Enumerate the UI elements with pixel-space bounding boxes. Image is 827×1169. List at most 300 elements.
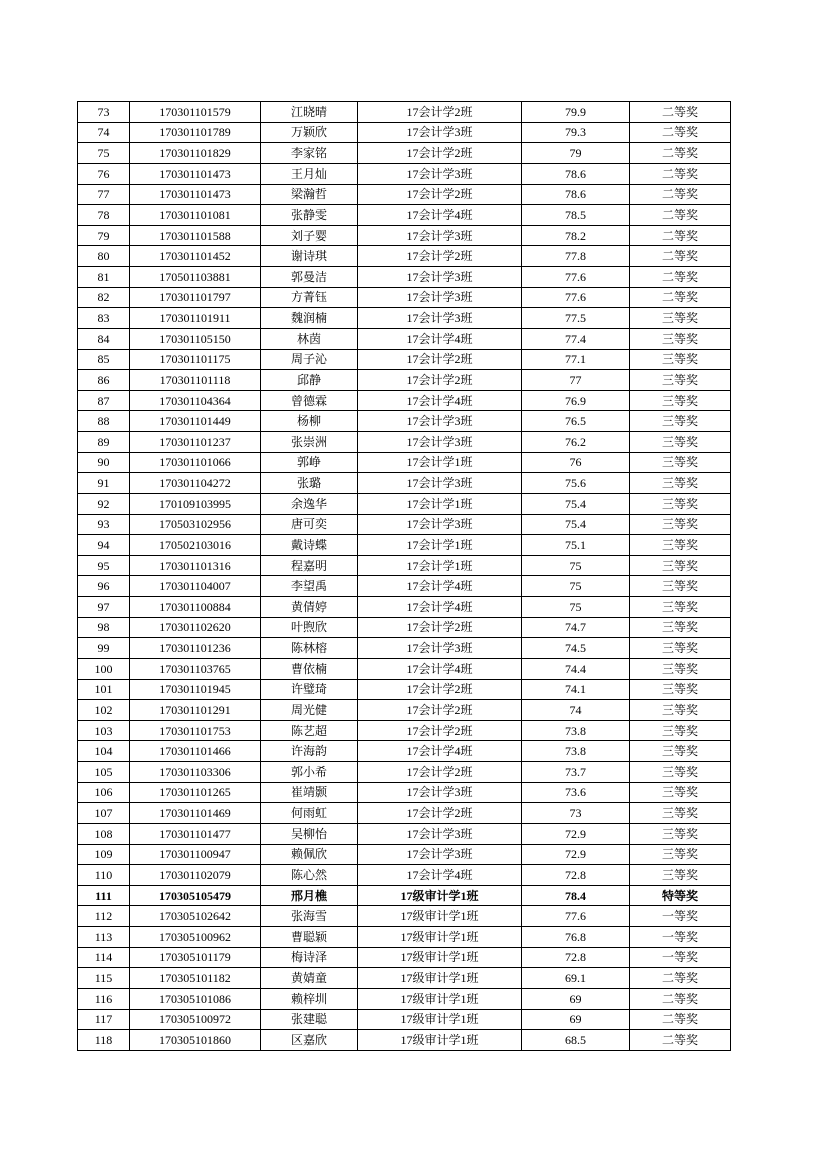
table-row — [78, 473, 731, 494]
student-name-cell: 张崇洲 — [261, 432, 358, 453]
award-cell: 三等奖 — [630, 452, 731, 473]
award-cell: 特等奖 — [630, 885, 731, 906]
class-name-cell: 17会计学2班 — [358, 102, 522, 123]
row-number-cell: 89 — [78, 432, 130, 453]
table-row — [78, 411, 731, 432]
award-cell: 三等奖 — [630, 679, 731, 700]
student-name-cell: 张璐 — [261, 473, 358, 494]
student-name-cell: 叶煦欣 — [261, 617, 358, 638]
score-cell: 68.5 — [522, 1030, 630, 1051]
student-id-cell: 170301102079 — [130, 865, 261, 886]
row-number-cell: 111 — [78, 885, 130, 906]
score-cell: 72.9 — [522, 844, 630, 865]
score-cell: 75 — [522, 597, 630, 618]
student-id-cell: 170301101797 — [130, 287, 261, 308]
award-cell: 三等奖 — [630, 617, 731, 638]
student-name-cell: 周光健 — [261, 700, 358, 721]
award-cell: 三等奖 — [630, 308, 731, 329]
class-name-cell: 17会计学2班 — [358, 246, 522, 267]
score-cell: 77.4 — [522, 328, 630, 349]
score-cell: 77.1 — [522, 349, 630, 370]
student-id-cell: 170301101579 — [130, 102, 261, 123]
student-id-cell: 170502103016 — [130, 535, 261, 556]
score-cell: 73 — [522, 803, 630, 824]
score-cell: 75.6 — [522, 473, 630, 494]
class-name-cell: 17会计学3班 — [358, 432, 522, 453]
table-row — [78, 803, 731, 824]
score-cell: 79.3 — [522, 122, 630, 143]
table-row — [78, 225, 731, 246]
table-row — [78, 184, 731, 205]
class-name-cell: 17会计学3班 — [358, 638, 522, 659]
row-number-cell: 97 — [78, 597, 130, 618]
table-row — [78, 390, 731, 411]
row-number-cell: 76 — [78, 163, 130, 184]
table-row — [78, 617, 731, 638]
class-name-cell: 17会计学1班 — [358, 535, 522, 556]
student-name-cell: 赖佩欣 — [261, 844, 358, 865]
row-number-cell: 105 — [78, 762, 130, 783]
score-cell: 73.8 — [522, 741, 630, 762]
award-cell: 三等奖 — [630, 370, 731, 391]
row-number-cell: 114 — [78, 947, 130, 968]
table-row — [78, 555, 731, 576]
score-cell: 77 — [522, 370, 630, 391]
class-name-cell: 17级审计学1班 — [358, 947, 522, 968]
row-number-cell: 74 — [78, 122, 130, 143]
award-cell: 三等奖 — [630, 576, 731, 597]
student-name-cell: 梅诗泽 — [261, 947, 358, 968]
student-name-cell: 周子沁 — [261, 349, 358, 370]
award-table-body — [78, 102, 731, 1051]
class-name-cell: 17级审计学1班 — [358, 1009, 522, 1030]
row-number-cell: 81 — [78, 267, 130, 288]
award-cell: 三等奖 — [630, 700, 731, 721]
row-number-cell: 77 — [78, 184, 130, 205]
award-cell: 三等奖 — [630, 493, 731, 514]
class-name-cell: 17会计学4班 — [358, 658, 522, 679]
student-name-cell: 李家铭 — [261, 143, 358, 164]
class-name-cell: 17级审计学1班 — [358, 906, 522, 927]
score-cell: 74 — [522, 700, 630, 721]
award-cell: 三等奖 — [630, 741, 731, 762]
student-id-cell: 170301101316 — [130, 555, 261, 576]
score-cell: 69 — [522, 988, 630, 1009]
table-row — [78, 782, 731, 803]
class-name-cell: 17会计学3班 — [358, 411, 522, 432]
row-number-cell: 109 — [78, 844, 130, 865]
class-name-cell: 17级审计学1班 — [358, 988, 522, 1009]
student-name-cell: 郭曼洁 — [261, 267, 358, 288]
class-name-cell: 17会计学3班 — [358, 782, 522, 803]
award-cell: 三等奖 — [630, 844, 731, 865]
score-cell: 73.7 — [522, 762, 630, 783]
student-id-cell: 170305100972 — [130, 1009, 261, 1030]
award-cell: 二等奖 — [630, 1009, 731, 1030]
student-id-cell: 170301101829 — [130, 143, 261, 164]
student-id-cell: 170301101237 — [130, 432, 261, 453]
class-name-cell: 17会计学2班 — [358, 349, 522, 370]
student-id-cell: 170301101588 — [130, 225, 261, 246]
table-row — [78, 720, 731, 741]
student-id-cell: 170109103995 — [130, 493, 261, 514]
table-row — [78, 988, 731, 1009]
student-name-cell: 郭小希 — [261, 762, 358, 783]
row-number-cell: 103 — [78, 720, 130, 741]
student-id-cell: 170301101473 — [130, 184, 261, 205]
score-cell: 78.5 — [522, 205, 630, 226]
score-cell: 78.2 — [522, 225, 630, 246]
class-name-cell: 17会计学2班 — [358, 700, 522, 721]
student-id-cell: 170301102620 — [130, 617, 261, 638]
row-number-cell: 91 — [78, 473, 130, 494]
student-name-cell: 许璧琦 — [261, 679, 358, 700]
student-name-cell: 张静雯 — [261, 205, 358, 226]
student-id-cell: 170301101066 — [130, 452, 261, 473]
row-number-cell: 108 — [78, 823, 130, 844]
student-id-cell: 170501103881 — [130, 267, 261, 288]
score-cell: 78.6 — [522, 163, 630, 184]
student-name-cell: 崔靖颢 — [261, 782, 358, 803]
award-cell: 二等奖 — [630, 988, 731, 1009]
score-cell: 76.5 — [522, 411, 630, 432]
class-name-cell: 17会计学2班 — [358, 803, 522, 824]
student-id-cell: 170301101466 — [130, 741, 261, 762]
award-cell: 三等奖 — [630, 865, 731, 886]
row-number-cell: 94 — [78, 535, 130, 556]
table-row — [78, 328, 731, 349]
student-id-cell: 170301101175 — [130, 349, 261, 370]
row-number-cell: 113 — [78, 927, 130, 948]
table-row — [78, 968, 731, 989]
row-number-cell: 83 — [78, 308, 130, 329]
class-name-cell: 17会计学4班 — [358, 328, 522, 349]
student-name-cell: 区嘉欣 — [261, 1030, 358, 1051]
table-row — [78, 308, 731, 329]
class-name-cell: 17级审计学1班 — [358, 885, 522, 906]
student-name-cell: 邢月樵 — [261, 885, 358, 906]
student-id-cell: 170301104007 — [130, 576, 261, 597]
row-number-cell: 110 — [78, 865, 130, 886]
award-cell: 三等奖 — [630, 411, 731, 432]
row-number-cell: 93 — [78, 514, 130, 535]
row-number-cell: 87 — [78, 390, 130, 411]
class-name-cell: 17会计学3班 — [358, 163, 522, 184]
row-number-cell: 98 — [78, 617, 130, 638]
row-number-cell: 95 — [78, 555, 130, 576]
award-cell: 二等奖 — [630, 205, 731, 226]
score-cell: 78.6 — [522, 184, 630, 205]
row-number-cell: 79 — [78, 225, 130, 246]
class-name-cell: 17会计学4班 — [358, 205, 522, 226]
student-name-cell: 赖梓圳 — [261, 988, 358, 1009]
class-name-cell: 17级审计学1班 — [358, 1030, 522, 1051]
award-cell: 三等奖 — [630, 823, 731, 844]
award-cell: 二等奖 — [630, 246, 731, 267]
score-cell: 74.5 — [522, 638, 630, 659]
score-cell: 75.4 — [522, 514, 630, 535]
score-cell: 76 — [522, 452, 630, 473]
score-cell: 69.1 — [522, 968, 630, 989]
score-cell: 79 — [522, 143, 630, 164]
student-name-cell: 陈艺超 — [261, 720, 358, 741]
student-id-cell: 170301101473 — [130, 163, 261, 184]
score-cell: 72.9 — [522, 823, 630, 844]
score-cell: 75 — [522, 555, 630, 576]
student-name-cell: 黄婧童 — [261, 968, 358, 989]
class-name-cell: 17级审计学1班 — [358, 927, 522, 948]
award-cell: 二等奖 — [630, 1030, 731, 1051]
award-cell: 三等奖 — [630, 555, 731, 576]
award-cell: 三等奖 — [630, 473, 731, 494]
student-name-cell: 万颖欣 — [261, 122, 358, 143]
score-cell: 77.6 — [522, 906, 630, 927]
student-name-cell: 曾德霖 — [261, 390, 358, 411]
student-name-cell: 李望禹 — [261, 576, 358, 597]
table-row — [78, 102, 731, 123]
student-id-cell: 170301103306 — [130, 762, 261, 783]
student-name-cell: 陈林榕 — [261, 638, 358, 659]
table-row — [78, 246, 731, 267]
student-id-cell: 170301104364 — [130, 390, 261, 411]
row-number-cell: 78 — [78, 205, 130, 226]
student-id-cell: 170301101945 — [130, 679, 261, 700]
student-name-cell: 唐可奕 — [261, 514, 358, 535]
table-row — [78, 762, 731, 783]
award-cell: 二等奖 — [630, 143, 731, 164]
row-number-cell: 102 — [78, 700, 130, 721]
score-cell: 77.5 — [522, 308, 630, 329]
row-number-cell: 86 — [78, 370, 130, 391]
class-name-cell: 17会计学3班 — [358, 308, 522, 329]
class-name-cell: 17会计学1班 — [358, 452, 522, 473]
row-number-cell: 92 — [78, 493, 130, 514]
student-name-cell: 魏润楠 — [261, 308, 358, 329]
table-row — [78, 163, 731, 184]
table-row — [78, 1030, 731, 1051]
award-cell: 三等奖 — [630, 432, 731, 453]
score-cell: 74.7 — [522, 617, 630, 638]
student-name-cell: 曹聪颖 — [261, 927, 358, 948]
class-name-cell: 17会计学2班 — [358, 762, 522, 783]
table-row — [78, 452, 731, 473]
row-number-cell: 117 — [78, 1009, 130, 1030]
table-row — [78, 143, 731, 164]
class-name-cell: 17会计学4班 — [358, 741, 522, 762]
student-id-cell: 170305100962 — [130, 927, 261, 948]
class-name-cell: 17会计学2班 — [358, 370, 522, 391]
class-name-cell: 17会计学3班 — [358, 844, 522, 865]
student-name-cell: 郭峥 — [261, 452, 358, 473]
class-name-cell: 17会计学4班 — [358, 597, 522, 618]
award-cell: 二等奖 — [630, 184, 731, 205]
student-name-cell: 吴柳怡 — [261, 823, 358, 844]
student-id-cell: 170305101860 — [130, 1030, 261, 1051]
class-name-cell: 17会计学3班 — [358, 267, 522, 288]
table-row — [78, 576, 731, 597]
score-cell: 79.9 — [522, 102, 630, 123]
table-row — [78, 535, 731, 556]
row-number-cell: 90 — [78, 452, 130, 473]
student-id-cell: 170301101118 — [130, 370, 261, 391]
student-id-cell: 170301101469 — [130, 803, 261, 824]
table-row — [78, 741, 731, 762]
score-cell: 76.8 — [522, 927, 630, 948]
award-cell: 二等奖 — [630, 225, 731, 246]
score-cell: 77.8 — [522, 246, 630, 267]
award-cell: 三等奖 — [630, 720, 731, 741]
score-cell: 73.8 — [522, 720, 630, 741]
score-cell: 75 — [522, 576, 630, 597]
score-cell: 77.6 — [522, 267, 630, 288]
table-row — [78, 370, 731, 391]
table-row — [78, 1009, 731, 1030]
award-cell: 一等奖 — [630, 947, 731, 968]
student-id-cell: 170301101477 — [130, 823, 261, 844]
student-name-cell: 张海雪 — [261, 906, 358, 927]
award-cell: 三等奖 — [630, 390, 731, 411]
award-cell: 三等奖 — [630, 535, 731, 556]
student-name-cell: 刘子婴 — [261, 225, 358, 246]
class-name-cell: 17会计学3班 — [358, 122, 522, 143]
class-name-cell: 17级审计学1班 — [358, 968, 522, 989]
student-id-cell: 170301100947 — [130, 844, 261, 865]
table-row — [78, 679, 731, 700]
score-cell: 75.4 — [522, 493, 630, 514]
table-row — [78, 700, 731, 721]
student-name-cell: 王月灿 — [261, 163, 358, 184]
table-row — [78, 493, 731, 514]
table-row — [78, 658, 731, 679]
class-name-cell: 17会计学4班 — [358, 576, 522, 597]
class-name-cell: 17会计学1班 — [358, 555, 522, 576]
row-number-cell: 106 — [78, 782, 130, 803]
score-cell: 75.1 — [522, 535, 630, 556]
table-row — [78, 122, 731, 143]
row-number-cell: 101 — [78, 679, 130, 700]
award-cell: 一等奖 — [630, 927, 731, 948]
row-number-cell: 75 — [78, 143, 130, 164]
student-name-cell: 林茵 — [261, 328, 358, 349]
student-id-cell: 170301101753 — [130, 720, 261, 741]
student-id-cell: 170301105150 — [130, 328, 261, 349]
score-cell: 74.4 — [522, 658, 630, 679]
student-name-cell: 张建聪 — [261, 1009, 358, 1030]
class-name-cell: 17会计学1班 — [358, 493, 522, 514]
student-name-cell: 方菁钰 — [261, 287, 358, 308]
student-name-cell: 许海韵 — [261, 741, 358, 762]
row-number-cell: 84 — [78, 328, 130, 349]
student-name-cell: 陈心然 — [261, 865, 358, 886]
table-row — [78, 927, 731, 948]
student-id-cell: 170301103765 — [130, 658, 261, 679]
row-number-cell: 100 — [78, 658, 130, 679]
student-id-cell: 170503102956 — [130, 514, 261, 535]
row-number-cell: 85 — [78, 349, 130, 370]
class-name-cell: 17会计学3班 — [358, 823, 522, 844]
table-row — [78, 287, 731, 308]
award-cell: 三等奖 — [630, 782, 731, 803]
row-number-cell: 82 — [78, 287, 130, 308]
table-row — [78, 885, 731, 906]
student-name-cell: 江晓晴 — [261, 102, 358, 123]
row-number-cell: 118 — [78, 1030, 130, 1051]
student-name-cell: 余逸华 — [261, 493, 358, 514]
score-cell: 73.6 — [522, 782, 630, 803]
student-id-cell: 170305102642 — [130, 906, 261, 927]
student-name-cell: 何雨虹 — [261, 803, 358, 824]
score-cell: 72.8 — [522, 947, 630, 968]
award-cell: 二等奖 — [630, 287, 731, 308]
table-row — [78, 844, 731, 865]
row-number-cell: 73 — [78, 102, 130, 123]
award-cell: 三等奖 — [630, 638, 731, 659]
student-name-cell: 杨柳 — [261, 411, 358, 432]
class-name-cell: 17会计学3班 — [358, 473, 522, 494]
student-id-cell: 170301101911 — [130, 308, 261, 329]
class-name-cell: 17会计学3班 — [358, 225, 522, 246]
score-cell: 76.2 — [522, 432, 630, 453]
student-name-cell: 谢诗琪 — [261, 246, 358, 267]
student-name-cell: 邱静 — [261, 370, 358, 391]
student-id-cell: 170305101086 — [130, 988, 261, 1009]
award-cell: 三等奖 — [630, 658, 731, 679]
award-table — [77, 101, 731, 1051]
award-cell: 二等奖 — [630, 122, 731, 143]
award-cell: 三等奖 — [630, 762, 731, 783]
award-cell: 二等奖 — [630, 968, 731, 989]
table-row — [78, 638, 731, 659]
table-row — [78, 205, 731, 226]
row-number-cell: 112 — [78, 906, 130, 927]
score-cell: 76.9 — [522, 390, 630, 411]
table-row — [78, 906, 731, 927]
student-name-cell: 程嘉明 — [261, 555, 358, 576]
award-cell: 二等奖 — [630, 267, 731, 288]
class-name-cell: 17会计学3班 — [358, 287, 522, 308]
row-number-cell: 99 — [78, 638, 130, 659]
score-cell: 69 — [522, 1009, 630, 1030]
row-number-cell: 116 — [78, 988, 130, 1009]
table-row — [78, 947, 731, 968]
student-id-cell: 170301101265 — [130, 782, 261, 803]
table-row — [78, 349, 731, 370]
student-id-cell: 170301101291 — [130, 700, 261, 721]
class-name-cell: 17会计学2班 — [358, 184, 522, 205]
student-id-cell: 170305101179 — [130, 947, 261, 968]
student-id-cell: 170301101789 — [130, 122, 261, 143]
table-row — [78, 865, 731, 886]
row-number-cell: 88 — [78, 411, 130, 432]
score-cell: 77.6 — [522, 287, 630, 308]
award-cell: 一等奖 — [630, 906, 731, 927]
student-id-cell: 170301101452 — [130, 246, 261, 267]
student-id-cell: 170301104272 — [130, 473, 261, 494]
table-row — [78, 597, 731, 618]
student-id-cell: 170301101081 — [130, 205, 261, 226]
class-name-cell: 17会计学2班 — [358, 720, 522, 741]
student-id-cell: 170301101236 — [130, 638, 261, 659]
student-name-cell: 梁瀚哲 — [261, 184, 358, 205]
award-cell: 三等奖 — [630, 514, 731, 535]
award-cell: 三等奖 — [630, 328, 731, 349]
row-number-cell: 80 — [78, 246, 130, 267]
row-number-cell: 115 — [78, 968, 130, 989]
score-cell: 78.4 — [522, 885, 630, 906]
award-cell: 三等奖 — [630, 349, 731, 370]
row-number-cell: 96 — [78, 576, 130, 597]
student-id-cell: 170301101449 — [130, 411, 261, 432]
